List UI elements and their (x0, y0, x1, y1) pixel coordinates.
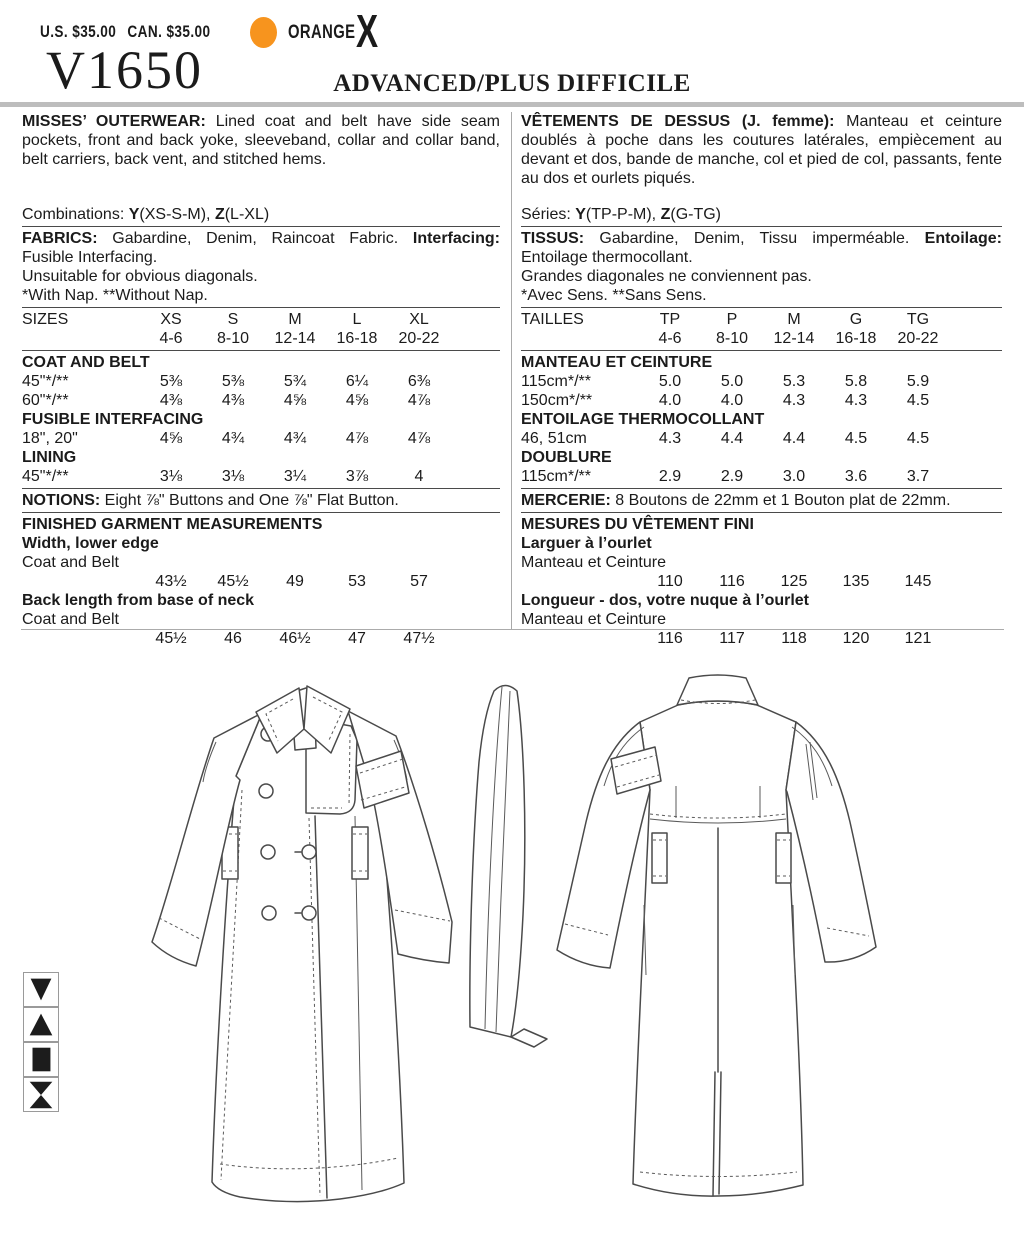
yardage-value: 4⅜ (159, 392, 183, 409)
color-name: ORANGE (288, 22, 356, 43)
row-label: 115cm*/** (521, 373, 591, 390)
yardage-value: 4⅝ (159, 430, 183, 447)
combinations-fr (521, 205, 1002, 224)
measurement-value: 53 (348, 573, 366, 590)
notions-fr (521, 491, 1002, 510)
nap-symbol-triangle-down-icon (23, 972, 59, 1007)
fabrics-text-fr: Gabardine, Denim, Tissu imperméable. (599, 230, 910, 247)
yardage-value: 4⅝ (283, 392, 307, 409)
notions-en (22, 491, 500, 510)
description-en (22, 112, 500, 205)
yardage-value: 4.5 (906, 430, 930, 447)
price-line (40, 22, 222, 42)
size-header-row-fr (521, 310, 1002, 329)
difficulty-level: ADVANCED/PLUS DIFFICILE (333, 70, 691, 97)
desc-text-fr: Manteau et ceinture doublés à poche dans les coutures latérales, empiècement au devant et dos, bande de manche, col et pied de col, passants, fente au dos et ourlets piqués. (521, 113, 1002, 187)
yardage-value: 3.7 (906, 468, 930, 485)
rule (521, 307, 1002, 308)
measurement-value: 45½ (217, 573, 249, 590)
garment-line-art (0, 640, 1024, 1233)
note-diagonals-en: Unsuitable for obvious diagonals. (22, 268, 258, 285)
measurement-value: 57 (410, 573, 428, 590)
measurement-value: 49 (286, 573, 304, 590)
combinations-prefix-fr: Séries: (521, 206, 576, 223)
measurement-sub: Manteau et Ceinture (521, 611, 666, 628)
desc-text-en: Lined coat and belt have side seam pockets, front and back yoke, sleeveband, collar and collar band, belt carriers, back vent, and stitched hems. (22, 113, 500, 168)
yardage-row (22, 467, 500, 486)
rule (22, 488, 500, 489)
yardage-value: 5.3 (782, 373, 806, 390)
row-label: 45"*/** (22, 373, 69, 390)
yardage-value: 4.0 (720, 392, 744, 409)
interfacing-text-en: Fusible Interfacing. (22, 249, 158, 266)
interfacing-label-en: Interfacing: (412, 230, 500, 247)
notions-text-en: Eight ⅞" Buttons and One ⅞" Flat Button. (104, 492, 399, 509)
size-range-row-fr (521, 329, 1002, 348)
belt-illustration (470, 686, 547, 1048)
size-range-row-en (22, 329, 500, 348)
measurement-value: 120 (842, 630, 870, 647)
yardage-row (521, 429, 1002, 448)
fabrics-text-en: Gabardine, Denim, Raincoat Fabric. (112, 230, 399, 247)
yardage-value: 4.3 (782, 392, 806, 409)
measurement-value: 45½ (155, 630, 187, 647)
comb-z-en: Z (214, 206, 225, 223)
row-label: 60"*/** (22, 392, 69, 409)
fabrics-label-en: FABRICS: (22, 230, 98, 247)
yardage-value: 4⅞ (407, 392, 431, 409)
size-col: TG (906, 311, 930, 328)
row-label: 45"*/** (22, 468, 69, 485)
size-range: 16-18 (835, 330, 877, 347)
measurement-value: 116 (657, 630, 683, 647)
nap-symbol-triangle-up-icon (23, 1007, 59, 1042)
size-col: S (227, 311, 239, 328)
notions-label-fr: MERCERIE: (521, 492, 611, 509)
interfacing-label-fr: Entoilage: (924, 230, 1002, 247)
variant-letter: X (356, 5, 379, 57)
comb-z-rest-fr: (G-TG) (670, 206, 722, 223)
section-title: COAT AND BELT (22, 354, 150, 371)
yardage-value: 5.0 (720, 373, 744, 390)
yardage-row (521, 467, 1002, 486)
section-title: FUSIBLE INTERFACING (22, 411, 204, 428)
size-col: G (849, 311, 863, 328)
yardage-value: 2.9 (720, 468, 744, 485)
measurement-value: 116 (719, 573, 745, 590)
measurement-value: 145 (904, 573, 932, 590)
comb-z-fr: Z (660, 206, 671, 223)
measurement-values (521, 572, 1002, 591)
yardage-value: 4⅝ (345, 392, 369, 409)
header-divider (0, 102, 1024, 107)
size-col: L (352, 311, 362, 328)
note-diagonals-fr: Grandes diagonales ne conviennent pas. (521, 268, 812, 285)
size-range: 12-14 (773, 330, 815, 347)
yardage-value: 4⅞ (407, 430, 431, 447)
yardage-value: 3⅛ (159, 468, 183, 485)
nap-symbol-square-icon (23, 1042, 59, 1077)
section-title: LINING (22, 449, 77, 466)
yardage-value: 5.9 (906, 373, 930, 390)
rule (22, 512, 500, 513)
yardage-row (22, 372, 500, 391)
yardage-value: 3.0 (782, 468, 806, 485)
finished-title-en: FINISHED GARMENT MEASUREMENTS (22, 516, 323, 533)
panel-french (521, 112, 1002, 648)
size-range: 8-10 (715, 330, 749, 347)
yardage-value: 5.0 (658, 373, 682, 390)
yardage-value: 4¾ (221, 430, 245, 447)
measurement-values (22, 572, 500, 591)
sizes-label-fr: TAILLES (521, 311, 584, 328)
coat-front-illustration (152, 686, 452, 1202)
yardage-value: 4.3 (844, 392, 868, 409)
measurement-value: 117 (719, 630, 745, 647)
measurement-title: Back length from base of neck (22, 592, 255, 609)
yardage-value: 6¼ (345, 373, 369, 390)
size-col: P (726, 311, 738, 328)
sizes-label-en: SIZES (22, 311, 69, 328)
size-range: 4-6 (658, 330, 682, 347)
notions-text-fr: 8 Boutons de 22mm et 1 Bouton plat de 22mm. (615, 492, 951, 509)
measurement-sub: Coat and Belt (22, 611, 119, 628)
yardage-value: 4¾ (283, 430, 307, 447)
yardage-row (22, 429, 500, 448)
yardage-value: 4 (414, 468, 424, 485)
rule (521, 350, 1002, 351)
rule (521, 226, 1002, 227)
comb-y-rest-en: (XS-S-M), (139, 206, 215, 223)
yardage-value: 3⅞ (345, 468, 369, 485)
section-title: DOUBLURE (521, 449, 612, 466)
size-header-row-en (22, 310, 500, 329)
rule (22, 307, 500, 308)
measurement-title: Larguer à l’ourlet (521, 535, 652, 552)
rule (22, 226, 500, 227)
size-range: 16-18 (336, 330, 378, 347)
yardage-value: 4.4 (782, 430, 806, 447)
yardage-value: 4.0 (658, 392, 682, 409)
comb-y-en: Y (128, 206, 140, 223)
yardage-value: 3.6 (844, 468, 868, 485)
measurement-value: 46 (224, 630, 242, 647)
yardage-value: 4.5 (906, 392, 930, 409)
size-range: 20-22 (897, 330, 939, 347)
fabrics-en (22, 229, 500, 267)
measurement-sub: Coat and Belt (22, 554, 119, 571)
size-range: 4-6 (159, 330, 183, 347)
yardage-value: 4.3 (658, 430, 682, 447)
measurement-value: 47½ (403, 630, 435, 647)
rule (521, 488, 1002, 489)
combinations-en (22, 205, 500, 224)
size-col: XS (160, 311, 182, 328)
yardage-value: 2.9 (658, 468, 682, 485)
measurement-value: 121 (904, 630, 932, 647)
comb-y-rest-fr: (TP-P-M), (585, 206, 661, 223)
yardage-value: 6⅜ (407, 373, 431, 390)
measurement-value: 118 (781, 630, 807, 647)
measurement-value: 43½ (155, 573, 187, 590)
comb-z-rest-en: (L-XL) (224, 206, 270, 223)
yardage-value: 5⅜ (159, 373, 183, 390)
yardage-value: 5.8 (844, 373, 868, 390)
nap-symbol-hourglass-icon (23, 1077, 59, 1112)
pattern-number: V1650 (46, 40, 203, 100)
yardage-value: 4⅞ (345, 430, 369, 447)
measurement-value: 135 (842, 573, 870, 590)
finished-title-fr: MESURES DU VÊTEMENT FINI (521, 516, 754, 533)
yardage-row (521, 391, 1002, 410)
size-col: TP (659, 311, 681, 328)
measurement-value: 125 (780, 573, 808, 590)
yardage-value: 4⅜ (221, 392, 245, 409)
rule (521, 512, 1002, 513)
column-divider (511, 112, 512, 629)
row-label: 18", 20" (22, 430, 78, 447)
fabrics-label-fr: TISSUS: (521, 230, 585, 247)
price-can: CAN. $35.00 (127, 22, 211, 41)
price-us: U.S. $35.00 (40, 22, 117, 41)
desc-label-en: MISSES’ OUTERWEAR: (22, 113, 206, 130)
yardage-value: 3¼ (283, 468, 307, 485)
note-nap-fr: *Avec Sens. **Sans Sens. (521, 287, 707, 304)
yardage-row (521, 372, 1002, 391)
comb-y-fr: Y (575, 206, 586, 223)
panel-bottom-rule (21, 629, 1004, 630)
yardage-value: 4.4 (720, 430, 744, 447)
section-title: MANTEAU ET CEINTURE (521, 354, 713, 371)
rule (22, 350, 500, 351)
measurement-value: 46½ (279, 630, 311, 647)
size-col: XL (409, 311, 429, 328)
section-title: ENTOILAGE THERMOCOLLANT (521, 411, 765, 428)
panel-english (22, 112, 500, 648)
size-col: M (288, 311, 302, 328)
combinations-prefix-en: Combinations: (22, 206, 129, 223)
size-range: 20-22 (398, 330, 440, 347)
size-col: M (787, 311, 801, 328)
cutting-layout-symbols (23, 972, 59, 1112)
measurement-value: 47 (348, 630, 366, 647)
fabrics-fr (521, 229, 1002, 267)
desc-label-fr: VÊTEMENTS DE DESSUS (J. femme): (521, 113, 835, 130)
measurement-sub: Manteau et Ceinture (521, 554, 666, 571)
coat-back-illustration (557, 675, 876, 1196)
row-label: 46, 51cm (521, 430, 587, 447)
size-range: 8-10 (216, 330, 250, 347)
color-swatch-icon (250, 17, 277, 48)
yardage-value: 3⅛ (221, 468, 245, 485)
measurement-value: 110 (657, 573, 683, 590)
notions-label-en: NOTIONS: (22, 492, 101, 509)
size-range: 12-14 (274, 330, 316, 347)
row-label: 150cm*/** (521, 392, 593, 409)
row-label: 115cm*/** (521, 468, 591, 485)
measurement-title: Width, lower edge (22, 535, 159, 552)
note-nap-en: *With Nap. **Without Nap. (22, 287, 208, 304)
yardage-row (22, 391, 500, 410)
yardage-value: 4.5 (844, 430, 868, 447)
description-fr (521, 112, 1002, 205)
yardage-value: 5¾ (283, 373, 307, 390)
yardage-value: 5⅜ (221, 373, 245, 390)
interfacing-text-fr: Entoilage thermocollant. (521, 249, 693, 266)
measurement-title: Longueur - dos, votre nuque à l’ourlet (521, 592, 810, 609)
